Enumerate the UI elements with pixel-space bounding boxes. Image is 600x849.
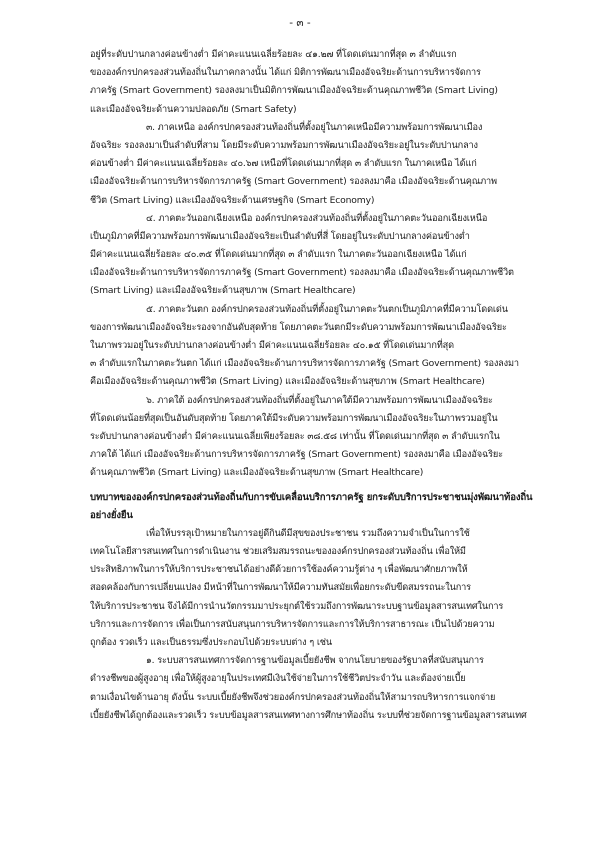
text-line: มีค่าคะแนนเฉลี่ยร้อยละ ๔๐.๓๕ ที่โดดเด่นมากที่สุด ๓ ลำดับแรก ในภาคตะวันออกเฉียงเหนือ ได้แก่ (90, 249, 467, 261)
text-line: ประสิทธิภาพในการให้บริการประชาชนได้อย่างดีด้วยการใช้องค์ความรู้ต่าง ๆ เพื่อพัฒนาศักยภาพให้ (90, 564, 468, 576)
text-line: เพื่อให้บรรลุเป้าหมายในการอยู่ดีกินดีมีสุขของประชาชน รวมถึงความจำเป็นในการใช้ (146, 527, 470, 539)
text-line: ให้บริการประชาชน จึงได้มีการนำนวัตกรรมมาประยุกต์ใช้รวมถึงการพัฒนาระบบฐานข้อมูลสารสนเทศในการ (90, 600, 504, 612)
text-line: เมืองอัจฉริยะด้านการบริหารจัดการภาครัฐ (Smart Government) รองลงมาคือ เมืองอัจฉริยะด้านคุณภาพ (90, 176, 497, 188)
text-line: ๑. ระบบสารสนเทศการจัดการฐานข้อมูลเบี้ยยังชีพ จากนโยบายของรัฐบาลที่สนับสนุนการ (146, 655, 484, 667)
text-line: สอดคล้องกับการเปลี่ยนแปลง มีหน้าที่ในการพัฒนาให้มีความทันสมัยเพื่อยกระดับขีดสมรรถนะในการ (90, 582, 471, 594)
text-line: ดำรงชีพของผู้สูงอายุ เพื่อให้ผู้สูงอายุในประเทศมีเงินใช้จ่ายในการใช้ชีวิตประจำวัน และต้องจ่ายเบี้ย (90, 673, 466, 685)
text-line: ค่อนข้างต่ำ มีค่าคะแนนเฉลี่ยร้อยละ ๔๐.๖๗ เหนือที่โดดเด่นมากที่สุด ๓ ลำดับแรก ในภาคเหนือ ได้แก่ (90, 158, 477, 170)
text-line: อยู่ที่ระดับปานกลางค่อนข้างต่ำ มีค่าคะแนนเฉลี่ยร้อยละ ๔๑.๒๗ ที่โดดเด่นมากที่สุด ๓ ลำดับแรก (90, 49, 457, 60)
text-line: ๖. ภาคใต้ องค์กรปกครองส่วนท้องถิ่นที่ตั้งอยู่ในภาคใต้มีความพร้อมการพัฒนาเมืองอัจฉริยะ (146, 394, 493, 406)
text-line: ๓. ภาคเหนือ องค์กรปกครองส่วนท้องถิ่นที่ตั้งอยู่ในภาคเหนือมีความพร้อมการพัฒนาเมือง (146, 121, 483, 133)
paragraph (90, 119, 548, 210)
text-line: ๔. ภาคตะวันออกเฉียงเหนือ องค์กรปกครองส่วนท้องถิ่นที่ตั้งอยู่ในภาคตะวันออกเฉียงเหนือ (146, 212, 488, 224)
document-body (90, 46, 548, 725)
paragraph (90, 301, 548, 392)
text-line: ที่โดดเด่นน้อยที่สุดเป็นอันดับสุดท้าย โดยภาคใต้มีระดับความพร้อมการพัฒนาเมืองอัจฉริยะในภาพรวมอยู่ใน (90, 412, 498, 424)
text-line: ขององค์กรปกครองส่วนท้องถิ่นในภาคกลางนั้น ได้แก่ มิติการพัฒนาเมืองอัจฉริยะด้านการบริหารจัดการ (90, 67, 481, 79)
text-line: บริการและการจัดการ เพื่อเป็นการสนับสนุนการบริหารจัดการและการให้บริการสาธารณะ เป็นไปด้วยความ (90, 618, 495, 630)
paragraph (90, 652, 548, 725)
text-line: ในภาพรวมอยู่ในระดับปานกลางค่อนข้างต่ำ มีค่าคะแนนเฉลี่ยร้อยละ ๔๐.๑๕ ที่โดดเด่นมากที่สุด (90, 340, 454, 351)
text-line: เบี้ยยังชีพได้ถูกต้องและรวดเร็ว ระบบข้อมูลสารสนเทศทางการศึกษาท้องถิ่น ระบบที่ช่วยจัดการฐานข้อมูลสารสนเทศ (90, 709, 527, 721)
text-line: เป็นภูมิภาคที่มีความพร้อมการพัฒนาเมืองอัจฉริยะเป็นลำดับที่สี่ โดยอยู่ในระดับปานกลางค่อนข้างต่ำ (90, 230, 470, 242)
text-line: อย่างยั่งยืน (90, 509, 133, 521)
text-line: ถูกต้อง รวดเร็ว และเป็นธรรมซึ่งประกอบไปด้วยระบบต่าง ๆ เช่น (90, 637, 333, 648)
text-line: อัจฉริยะ รองลงมาเป็นลำดับที่สาม โดยมีระดับความพร้อมการพัฒนาเมืองอัจฉริยะอยู่ในระดับปานกลาง (90, 139, 478, 151)
text-line: บทบาทขององค์กรปกครองส่วนท้องถิ่นกับการขับเคลื่อนบริการภาครัฐ ยกระดับบริการประชาชนมุ่งพัฒนาท้องถิ่น (90, 491, 533, 503)
paragraph (90, 392, 548, 483)
page-number: - ๓ - (289, 17, 311, 29)
text-line: และเมืองอัจฉริยะด้านความปลอดภัย (Smart Safety) (90, 103, 297, 115)
paragraph (90, 210, 548, 301)
text-line: เทคโนโลยีสารสนเทศในการดำเนินงาน ช่วยเสริมสมรรถนะขององค์กรปกครองส่วนท้องถิ่น เพื่อให้มี (90, 546, 466, 558)
section-heading (90, 489, 548, 525)
text-line: ๓ ลำดับแรกในภาคตะวันตก ได้แก่ เมืองอัจฉริยะด้านการบริหารจัดการภาครัฐ (Smart Government) รองลงมา (90, 358, 519, 370)
text-line: ของการพัฒนาเมืองอัจฉริยะรองจากอันดับสุดท้าย โดยภาคตะวันตกมีระดับความพร้อมการพัฒนาเมืองอัจฉริยะ (90, 321, 507, 333)
text-line: ชีวิต (Smart Living) และเมืองอัจฉริยะด้านเศรษฐกิจ (Smart Economy) (90, 194, 375, 206)
text-line: ภาครัฐ (Smart Government) รองลงมาเป็นมิติการพัฒนาเมืองอัจฉริยะด้านคุณภาพชีวิต (Smart Living) (90, 85, 498, 97)
text-line: คือเมืองอัจฉริยะด้านคุณภาพชีวิต (Smart Living) และเมืองอัจฉริยะด้านสุขภาพ (Smart Healthcare) (90, 376, 485, 388)
text-line: ๕. ภาคตะวันตก องค์กรปกครองส่วนท้องถิ่นที่ตั้งอยู่ในภาคตะวันตกเป็นภูมิภาคที่มีความโดดเด่น (146, 303, 508, 315)
paragraph (90, 525, 548, 652)
text-line: ด้านคุณภาพชีวิต (Smart Living) และเมืองอัจฉริยะด้านสุขภาพ (Smart Healthcare) (90, 467, 424, 479)
paragraph (90, 46, 548, 119)
text-line: ระดับปานกลางค่อนข้างต่ำ มีค่าคะแนนเฉลี่ยเพียงร้อยละ ๓๘.๕๘ เท่านั้น ที่โดดเด่นมากที่สุด ๓ ลำดับแรกใน (90, 430, 500, 442)
text-line: เมืองอัจฉริยะด้านการบริหารจัดการภาครัฐ (Smart Government) รองลงมาคือ เมืองอัจฉริยะด้านคุณภาพชีวิต (90, 267, 514, 279)
text-line: ตามเงื่อนไขด้านอายุ ดังนั้น ระบบเบี้ยยังชีพจึงช่วยองค์กรปกครองส่วนท้องถิ่นให้สามารถบริหารการแจกจ่าย (90, 691, 496, 703)
text-line: ภาคใต้ ได้แก่ เมืองอัจฉริยะด้านการบริหารจัดการภาครัฐ (Smart Government) รองลงมาคือ เมืองอัจฉริยะ (90, 449, 503, 461)
text-line: (Smart Living) และเมืองอัจฉริยะด้านสุขภาพ (Smart Healthcare) (90, 285, 356, 297)
